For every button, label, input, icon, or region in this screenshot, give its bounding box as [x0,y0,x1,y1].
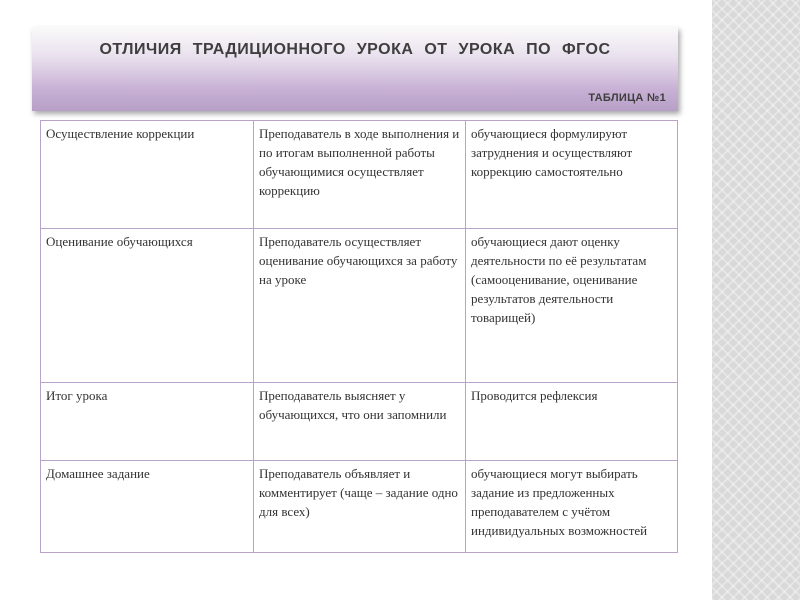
fgos-cell: обучающиеся дают оценку деятельности по её результатам (самооценивание, оценивание результатов деятельности товарищей) [466,229,678,383]
aspect-cell: Домашнее задание [41,461,254,553]
traditional-cell: Преподаватель объявляет и комментирует (чаще – задание одно для всех) [254,461,466,553]
table-row [41,383,678,461]
decorative-pattern-strip [712,0,800,600]
traditional-cell: Преподаватель осуществляет оценивание обучающихся за работу на уроке [254,229,466,383]
fgos-cell: Проводится рефлексия [466,383,678,461]
table-row [41,121,678,229]
aspect-cell: Осуществление коррекции [41,121,254,229]
traditional-cell: Преподаватель выясняет у обучающихся, что они запомнили [254,383,466,461]
comparison-table [40,120,678,553]
traditional-cell: Преподаватель в ходе выполнения и по итогам выполненной работы обучающимися осуществляет коррекцию [254,121,466,229]
slide-title: ОТЛИЧИЯ ТРАДИЦИОННОГО УРОКА ОТ УРОКА ПО ФГОС [99,41,611,58]
aspect-cell: Итог урока [41,383,254,461]
aspect-cell: Оценивание обучающихся [41,229,254,383]
table-number-label: ТАБЛИЦА №1 [588,92,666,104]
title-banner [32,27,678,111]
table-row [41,461,678,553]
fgos-cell: обучающиеся могут выбирать задание из предложенных преподавателем с учётом индивидуальных возможностей [466,461,678,553]
table-row [41,229,678,383]
fgos-cell: обучающиеся формулируют затруднения и осуществляют коррекцию самостоятельно [466,121,678,229]
